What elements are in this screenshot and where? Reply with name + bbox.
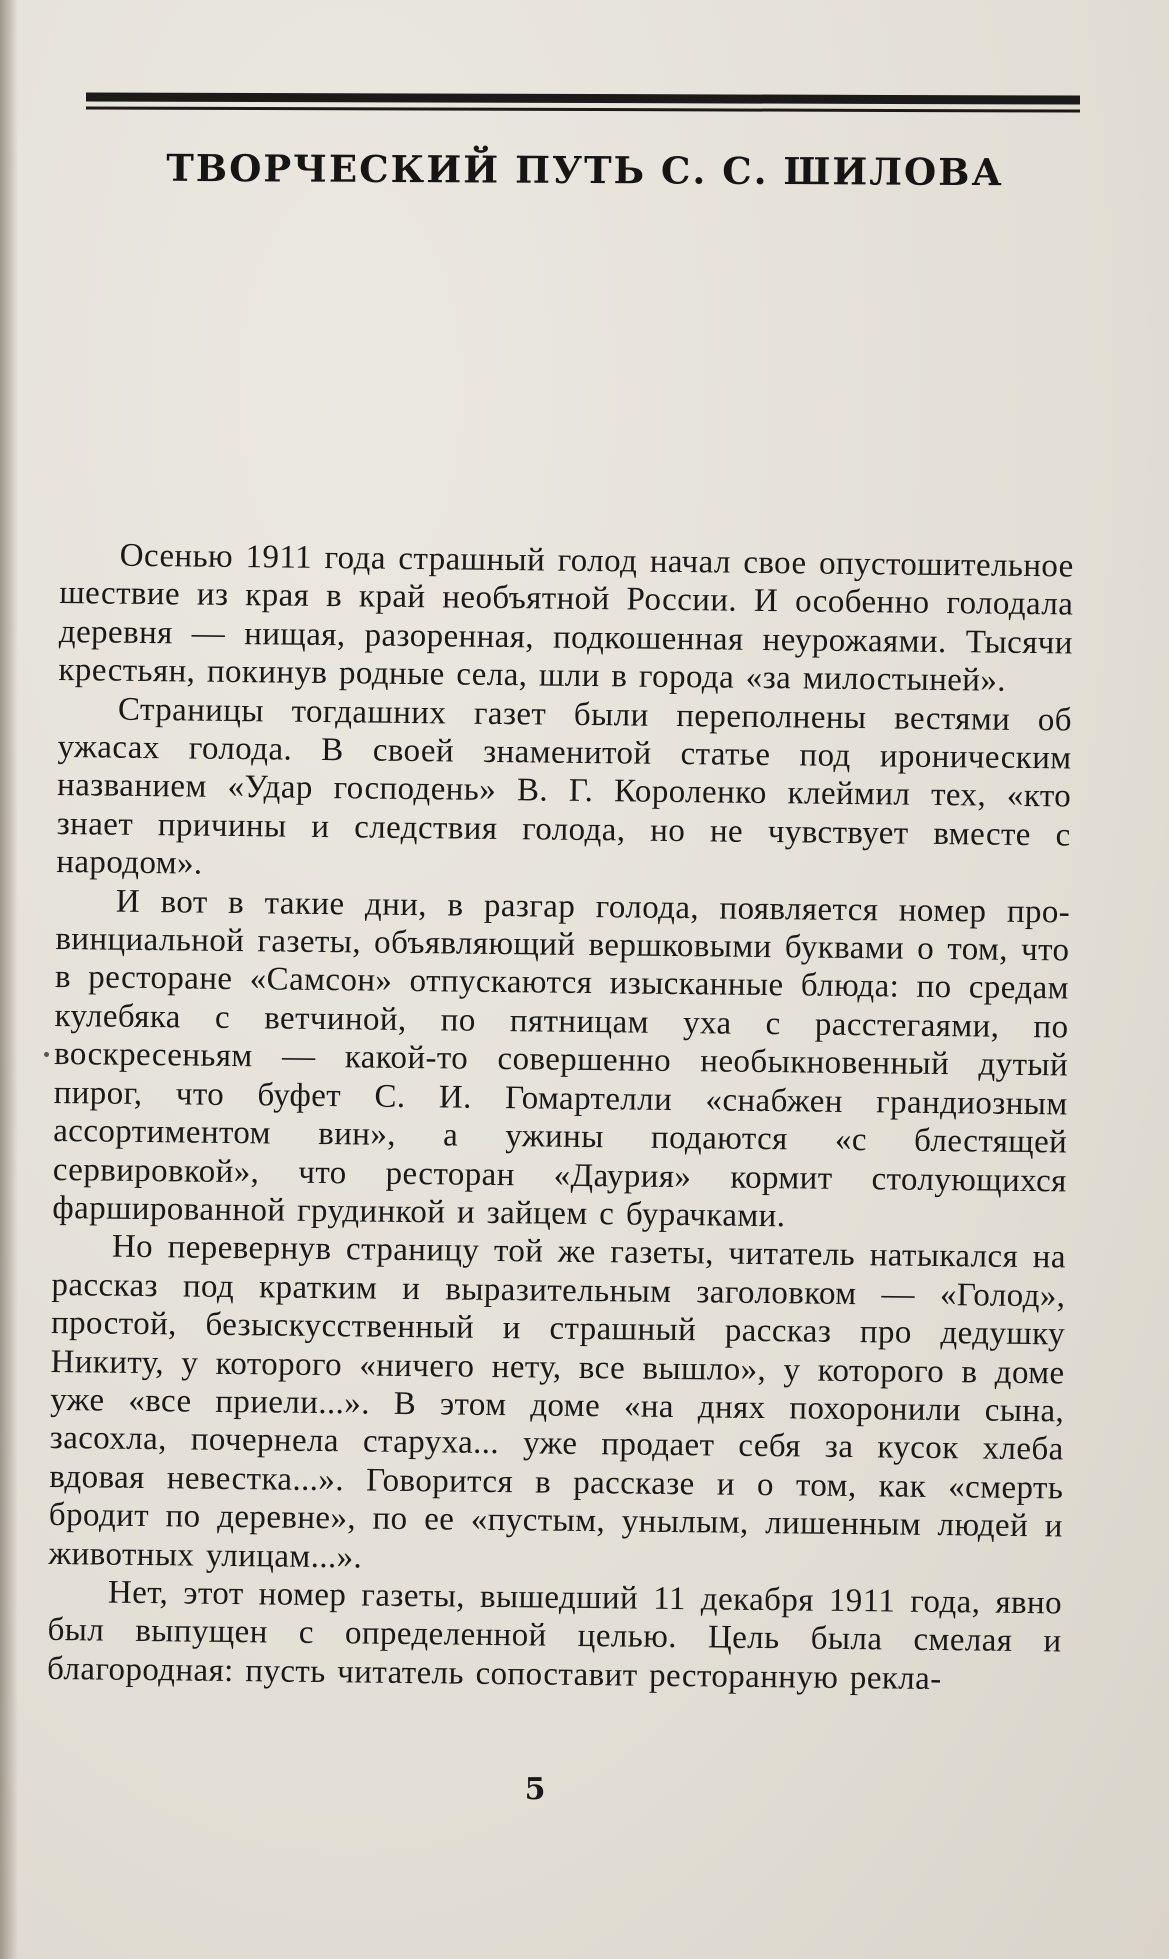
paragraph-4: Но перевернув страницу той же газеты, читатель натыкался на рассказ под кратким и выразительным заголовком — «Голод», простой, безыскусственный и страшный рассказ про дедушку Никиту, у которого «ничего нету, все вышло», у которого в доме уже «все приели...». В этом доме «на днях похоронили сына, засохла, почернела старуха... уже продает себя за кусок хлеба вдовая невестка...». Говорится в рассказе и о том, как «смерть бродит по деревне», по ее «пустым, унылым, лишенным людей и животных улицам...». bbox=[48, 1228, 1067, 1576]
paragraph-3: И вот в такие дни, в разгар голода, появляется номер провинциальной газеты, объявляющий вершковыми буквами о том, что в ресторане «Самсон» отпускаются изысканные блюда: по средам кулебяка с ветчиной, по пятницам уха с расстегаями, по воскресеньям — какой-то совершенно необыкновенный дутый пирог, что буфет С. И. Гомартелли «снабжен грандиозным ассортиментом вин», а ужины подаются «с блестящей сервировкой», что ресторан «Даурия» кормит столующихся фаршированной грудинкой и зайцем с бурачками. bbox=[52, 883, 1071, 1235]
paragraph-1: Осенью 1911 года страшный голод начал свое опустошительное шествие из края в край необъятной России. И особенно голодала деревня — нищая, разоренная, подкошенная неурожаями. Тысячи крестьян, покинув родные села, шли в города «за милостыней». bbox=[58, 537, 1074, 699]
margin-pencil-mark bbox=[44, 1052, 49, 1057]
paragraph-5: Нет, этот номер газеты, вышедший 11 декабря 1911 года, явно был выпущен с определенной целью. Цель была смелая и благородная: пусть читатель сопоставит ресторанную рекла- bbox=[46, 1574, 1063, 1697]
page-number: 5 bbox=[524, 1772, 546, 1807]
binding-shadow bbox=[0, 0, 18, 1959]
body-text bbox=[47, 536, 1074, 1700]
header-rule-thin bbox=[86, 106, 1080, 112]
header-rule-thick bbox=[86, 92, 1080, 104]
paragraph-2: Страницы тогдашних газет были переполнены вестями об ужасах голода. В своей знаменитой статье под ироническим названием «Удар господень» В. Г. Короленко клеймил тех, «кто знает причины и следствия голода, но не чувствует вместе с народом». bbox=[56, 691, 1073, 882]
chapter-title: ТВОРЧЕСКИЙ ПУТЬ С. С. ШИЛОВА bbox=[166, 145, 1004, 195]
